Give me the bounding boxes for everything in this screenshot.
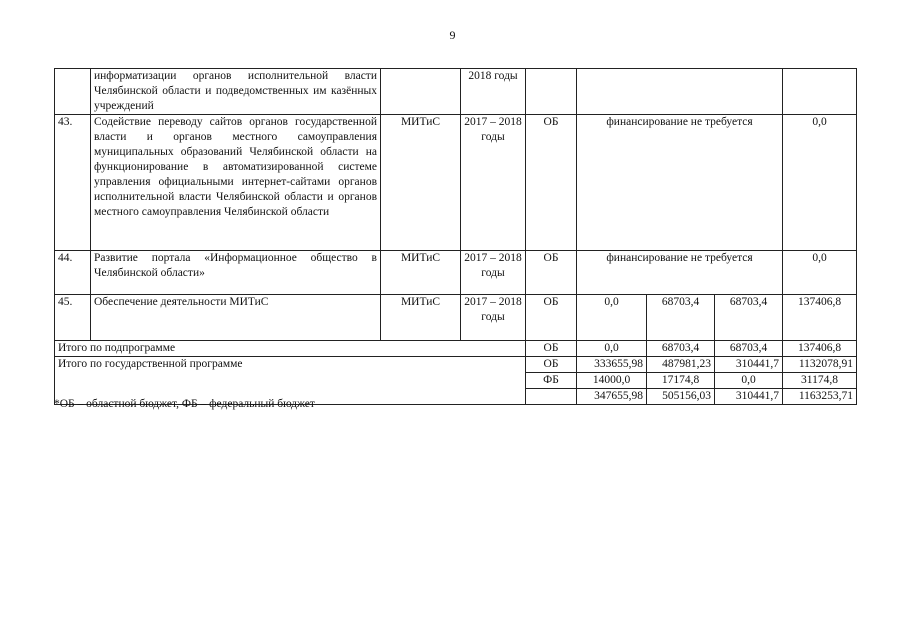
row-source: ОБ bbox=[526, 115, 577, 251]
row-note: финансирование не требуется bbox=[577, 115, 783, 251]
program-total-sum-value-2: 505156,03 bbox=[647, 389, 715, 405]
table-row bbox=[55, 115, 857, 251]
subtotal-source: ОБ bbox=[526, 341, 577, 357]
table-row bbox=[55, 295, 857, 341]
row-value-2: 68703,4 bbox=[647, 295, 715, 341]
row-name: информатизации органов исполнительной власти Челябинской области и подведомственных им казённых учреждений bbox=[91, 69, 381, 115]
row-executor: МИТиС bbox=[381, 115, 461, 251]
program-total-sum-value-1: 347655,98 bbox=[577, 389, 647, 405]
program-total-source-ob: ОБ bbox=[526, 357, 577, 373]
program-total-fb-value-2: 17174,8 bbox=[647, 373, 715, 389]
row-executor: МИТиС bbox=[381, 251, 461, 295]
program-table bbox=[54, 68, 857, 405]
row-value-1: 0,0 bbox=[577, 295, 647, 341]
row-executor bbox=[381, 69, 461, 115]
row-period: 2017 – 2018 годы bbox=[461, 115, 526, 251]
row-number: 44. bbox=[55, 251, 91, 295]
subtotal-value-3: 68703,4 bbox=[715, 341, 783, 357]
program-total-ob-total: 1132078,91 bbox=[783, 357, 857, 373]
row-name: Содействие переводу сайтов органов государственной власти и органов местного самоуправления муниципальных образований Челябинской области на функционирование в автоматизированной системе управления официальными интернет-сайтами органов исполнительной власти Челябинской области и органов местного самоуправления Челябинской области bbox=[91, 115, 381, 251]
program-total-fb-value-3: 0,0 bbox=[715, 373, 783, 389]
program-total-source-fb: ФБ bbox=[526, 373, 577, 389]
program-total-label: Итого по государственной программе bbox=[55, 357, 526, 405]
row-period: 2017 – 2018 годы bbox=[461, 251, 526, 295]
subtotal-value-2: 68703,4 bbox=[647, 341, 715, 357]
program-total-ob-value-1: 333655,98 bbox=[577, 357, 647, 373]
row-name: Развитие портала «Информационное общество в Челябинской области» bbox=[91, 251, 381, 295]
row-name: Обеспечение деятельности МИТиС bbox=[91, 295, 381, 341]
page-number: 9 bbox=[449, 28, 456, 42]
program-total-ob-value-2: 487981,23 bbox=[647, 357, 715, 373]
row-number bbox=[55, 69, 91, 115]
program-total-sum-value-3: 310441,7 bbox=[715, 389, 783, 405]
subtotal-row bbox=[55, 341, 857, 357]
subtotal-label: Итого по подпрограмме bbox=[55, 341, 526, 357]
program-total-sum-total: 1163253,71 bbox=[783, 389, 857, 405]
row-note: финансирование не требуется bbox=[577, 251, 783, 295]
row-source bbox=[526, 69, 577, 115]
row-number: 43. bbox=[55, 115, 91, 251]
subtotal-value-1: 0,0 bbox=[577, 341, 647, 357]
row-number: 45. bbox=[55, 295, 91, 341]
program-total-ob-value-3: 310441,7 bbox=[715, 357, 783, 373]
program-total-source-sum bbox=[526, 389, 577, 405]
subtotal-total: 137406,8 bbox=[783, 341, 857, 357]
footnote: *ОБ – областной бюджет, ФБ – федеральный бюджет bbox=[54, 398, 315, 410]
program-total-fb-value-1: 14000,0 bbox=[577, 373, 647, 389]
row-source: ОБ bbox=[526, 251, 577, 295]
row-value-3: 68703,4 bbox=[715, 295, 783, 341]
row-total: 0,0 bbox=[783, 115, 857, 251]
row-values bbox=[577, 69, 783, 115]
table-row bbox=[55, 69, 857, 115]
row-total: 137406,8 bbox=[783, 295, 857, 341]
row-total bbox=[783, 69, 857, 115]
program-total-row-ob bbox=[55, 357, 857, 373]
program-total-fb-total: 31174,8 bbox=[783, 373, 857, 389]
row-period: 2018 годы bbox=[461, 69, 526, 115]
row-period: 2017 – 2018 годы bbox=[461, 295, 526, 341]
row-total: 0,0 bbox=[783, 251, 857, 295]
row-source: ОБ bbox=[526, 295, 577, 341]
table-row bbox=[55, 251, 857, 295]
row-executor: МИТиС bbox=[381, 295, 461, 341]
